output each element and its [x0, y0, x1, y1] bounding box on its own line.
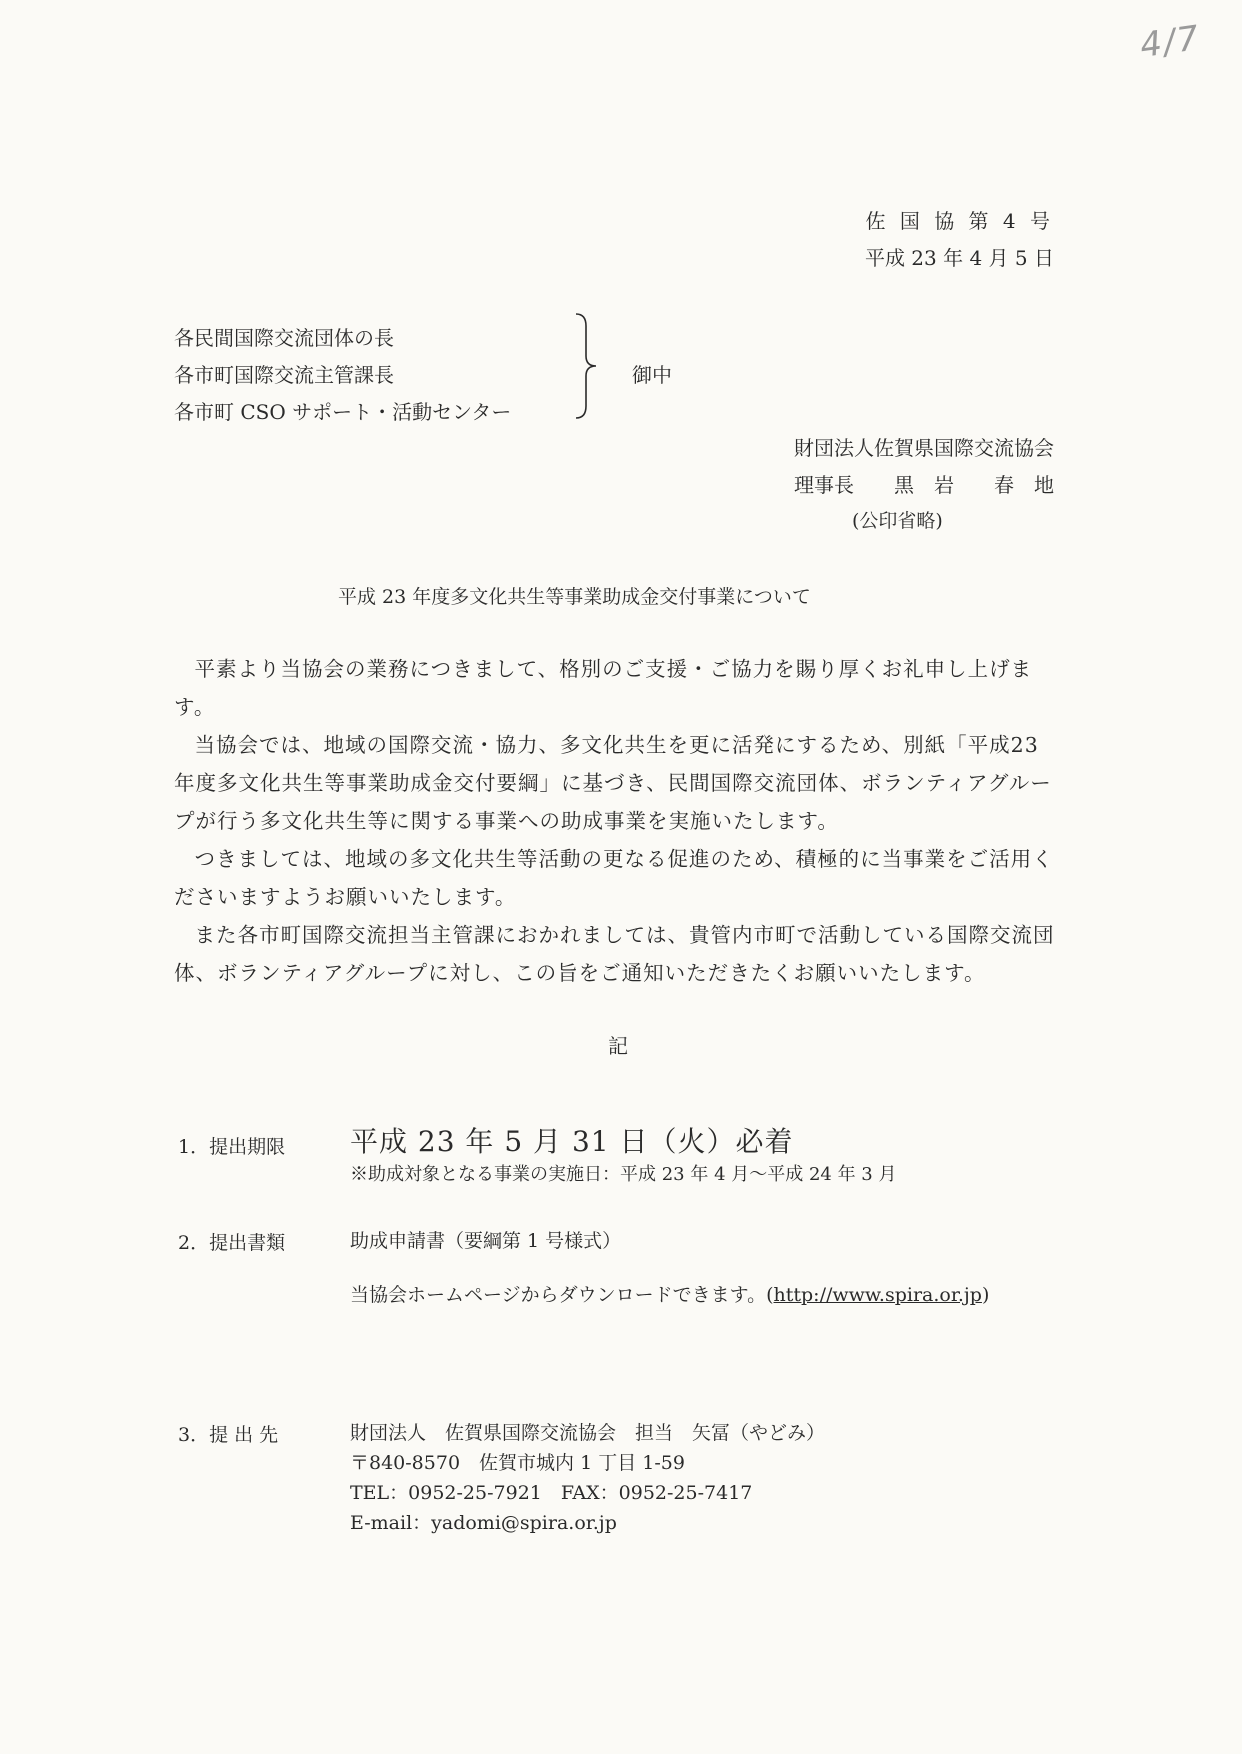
documents-label: 2．提出書類: [178, 1232, 286, 1254]
handwritten-page-number: 4/7: [1137, 17, 1204, 67]
sender-organization: 財団法人佐賀県国際交流協会: [794, 436, 1054, 460]
submit-to-label: 3．提 出 先: [178, 1424, 279, 1446]
ki-heading: 記: [608, 1034, 628, 1058]
deadline-note: ※助成対象となる事業の実施日：平成 23 年 4 月～平成 24 年 3 月: [350, 1164, 897, 1185]
document-number: 佐 国 協 第 4 号: [865, 209, 1054, 233]
deadline-label: 1．提出期限: [178, 1136, 286, 1158]
paragraph-greeting: 平素より当協会の業務につきまして、格別のご支援・ご協力を賜り厚くお礼申し上げます。: [174, 657, 1033, 719]
submit-to-address: 〒840-8570 佐賀市城内 1 丁目 1-59: [350, 1452, 685, 1474]
paragraph-request: つきましては、地域の多文化共生等活動の更なる促進のため、積極的に当事業をご活用くださいますようお願いいたします。: [174, 847, 1054, 909]
submit-to-phone-fax: TEL：0952-25-7921 FAX：0952-25-7417: [350, 1482, 753, 1504]
documents-value: 助成申請書（要綱第 1 号様式）: [350, 1230, 622, 1252]
submit-to-email: E-mail：yadomi@spira.or.jp: [350, 1512, 617, 1534]
paragraph-municipal-notice: また各市町国際交流担当主管課におかれましては、貴管内市町で活動している国際交流団体、ボランティアグループに対し、この旨をご通知いただきたくお願いいたします。: [174, 923, 1055, 985]
recipient-brace: [574, 312, 598, 420]
sender-title-name: 理事長 黒 岩 春 地: [794, 473, 1054, 497]
recipient-2: 各市町国際交流主管課長: [174, 363, 394, 387]
download-close-paren: ): [981, 1284, 990, 1306]
subject-heading: 平成 23 年度多文化共生等事業助成金交付事業について: [338, 586, 811, 608]
download-line: [350, 1280, 989, 1307]
paragraph-announcement: 当協会では、地域の国際交流・協力、多文化共生を更に活発にするため、別紙「平成23 年度多文化共生等事業助成金交付要綱」に基づき、民間国際交流団体、ボランティアグループが行う多文化共生等に関する事業への助成事業を実施いたします。: [174, 733, 1052, 833]
deadline-value: 平成 23 年 5 月 31 日（火）必着: [350, 1125, 794, 1158]
recipient-suffix: 御中: [632, 363, 672, 387]
seal-omitted-note: (公印省略): [852, 510, 943, 532]
homepage-link[interactable]: http://www.spira.or.jp: [773, 1284, 982, 1306]
recipient-3: 各市町 CSO サポート・活動センター: [174, 400, 512, 424]
download-text: 当協会ホームページからダウンロードできます。(: [350, 1284, 774, 1306]
recipient-1: 各民間国際交流団体の長: [174, 326, 394, 350]
document-date: 平成 23 年 4 月 5 日: [864, 246, 1054, 270]
submit-to-org: 財団法人 佐賀県国際交流協会 担当 矢冨（やどみ）: [350, 1422, 826, 1444]
